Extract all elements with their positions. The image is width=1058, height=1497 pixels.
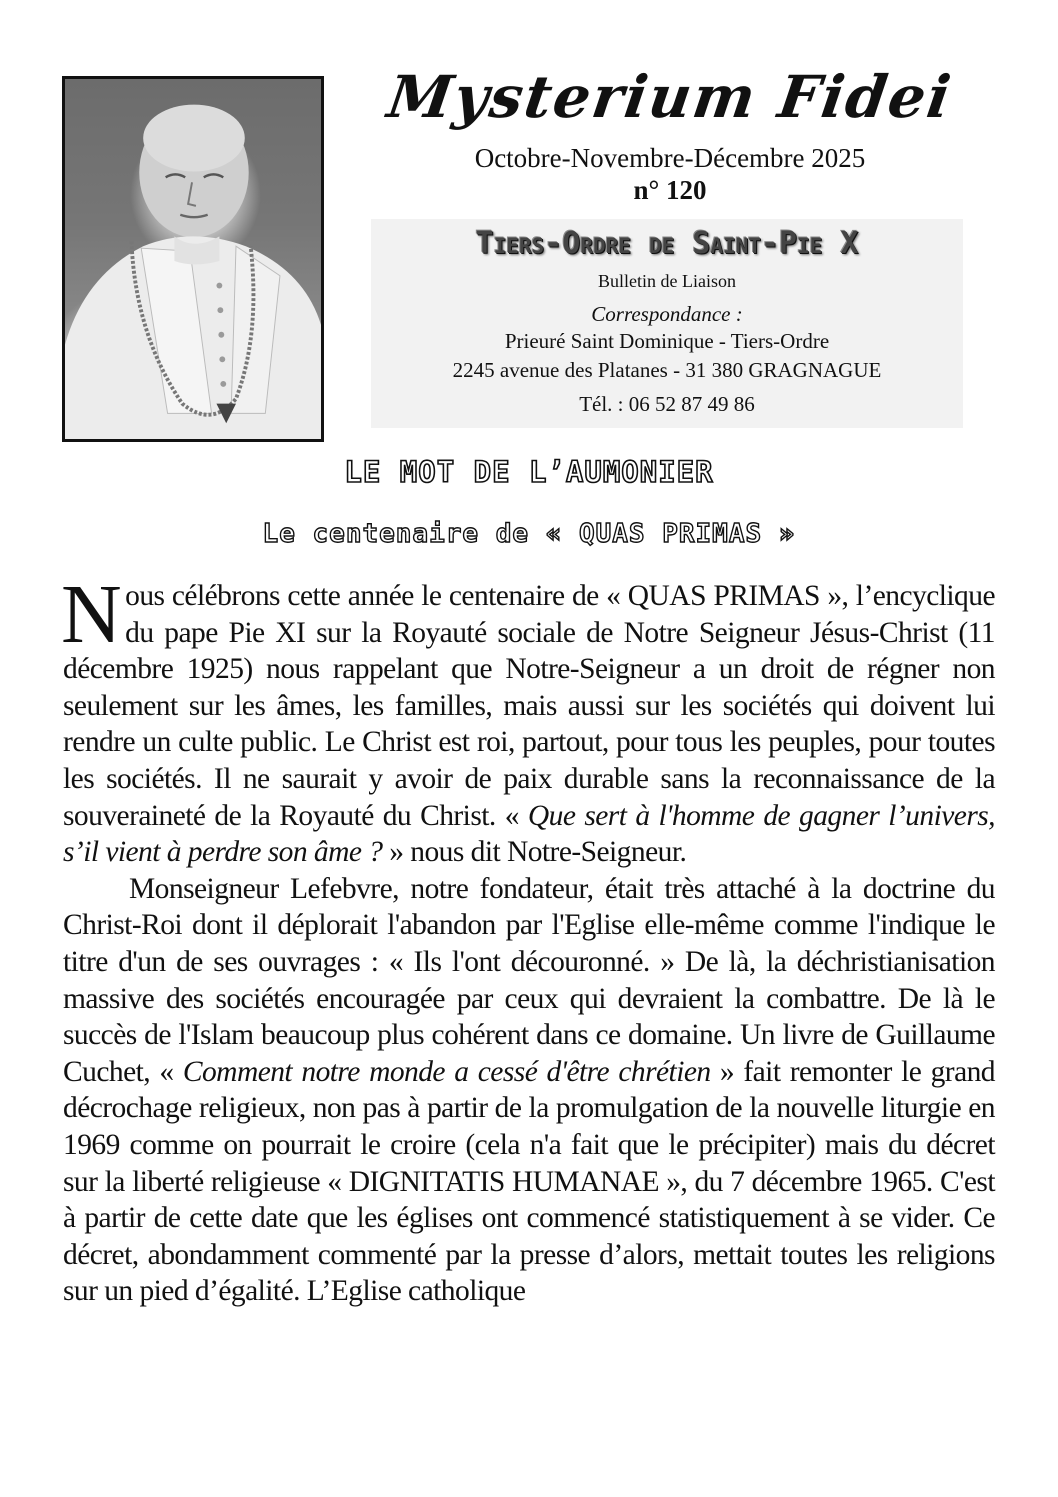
paragraph-1-text-end: » nous dit Notre-Seigneur. — [382, 836, 687, 869]
address-line-1: Prieuré Saint Dominique - Tiers-Ordre — [504, 329, 830, 353]
contact-info-box — [371, 219, 963, 428]
portrait-photo — [62, 76, 324, 442]
drop-cap: N — [61, 568, 122, 661]
paragraph-2-text-end: » fait remonter le grand décrochage religieux, non pas à partir de la promulgation de la nouvelle liturgie en 1969 comme on pourrait le croire (cela n'a fait que le précipiter) mais du décret sur la liberté religieuse « DIGNITATIS HUMANAE », du 7 décembre 1965. C'est à partir de cette date que les églises ont commencé statistiquement à se vider. Ce décret, abondamment commenté par la presse d’alors, mettait toutes les religions sur un pied d’égalité. L’Eglise catholique — [63, 1055, 996, 1308]
section-subtitle: Le centenaire de « QUAS PRIMAS » — [262, 519, 796, 549]
section-title: LE MOT DE L’AUMONIER — [344, 455, 714, 489]
portrait-illustration — [65, 79, 321, 439]
issue-date: Octobre-Novembre-Décembre 2025 — [474, 143, 866, 173]
article-body — [61, 568, 996, 1310]
portrait-hair — [143, 105, 245, 172]
organization-name: Tiers-Ordre de Saint-Pie X — [475, 226, 859, 261]
paragraph-2-text: Monseigneur Lefebvre, notre fondateur, était très attaché à la doctrine du Christ-Roi dont il déplorait l'abandon par l'Eglise elle-même comme l'indique le titre d'un de ses ouvrages : « Ils l'ont découronné. » De là, la déchristianisation massive des sociétés encouragée par ceux qui devraient la combattre. De là le succès de l'Islam beaucoup plus cohérent dans ce domaine. Un livre de Guillaume Cuchet, « — [63, 872, 995, 1088]
bulletin-label: Bulletin de Liaison — [598, 271, 736, 291]
address-line-2: 2245 avenue des Platanes - 31 380 GRAGNAGUE — [452, 358, 882, 382]
correspondence-label: Correspondance : — [591, 302, 743, 326]
article-paragraph-2 — [63, 871, 995, 1310]
book-title: Comment notre monde a cessé d'être chrétien — [182, 1055, 711, 1088]
article-paragraph-1 — [61, 568, 995, 871]
gospel-quote: Que sert à l'homme de gagner l’univers, s’il vient à perdre son âme ? — [63, 799, 995, 869]
issue-number: n° 120 — [633, 175, 707, 205]
masthead-title: Mysterium Fidei — [383, 63, 957, 131]
paragraph-1-text: ous célébrons cette année le centenaire de « QUAS PRIMAS », l’encyclique du pape Pie XI sur la Royauté sociale de Notre Seigneur Jésus-Christ (11 décembre 1925) nous rappelant que Notre-Seigneur a un droit de régner non seulement sur les âmes, les familles, mais aussi sur les sociétés qui doivent lui rendre un culte public. Le Christ est roi, partout, pour tous les peuples, pour toutes les sociétés. Il ne saurait y avoir de paix durable sans la reconnaissance de la souveraineté de la Royauté du Christ. « — [63, 580, 995, 832]
phone-number: Tél. : 06 52 87 49 86 — [579, 392, 755, 416]
